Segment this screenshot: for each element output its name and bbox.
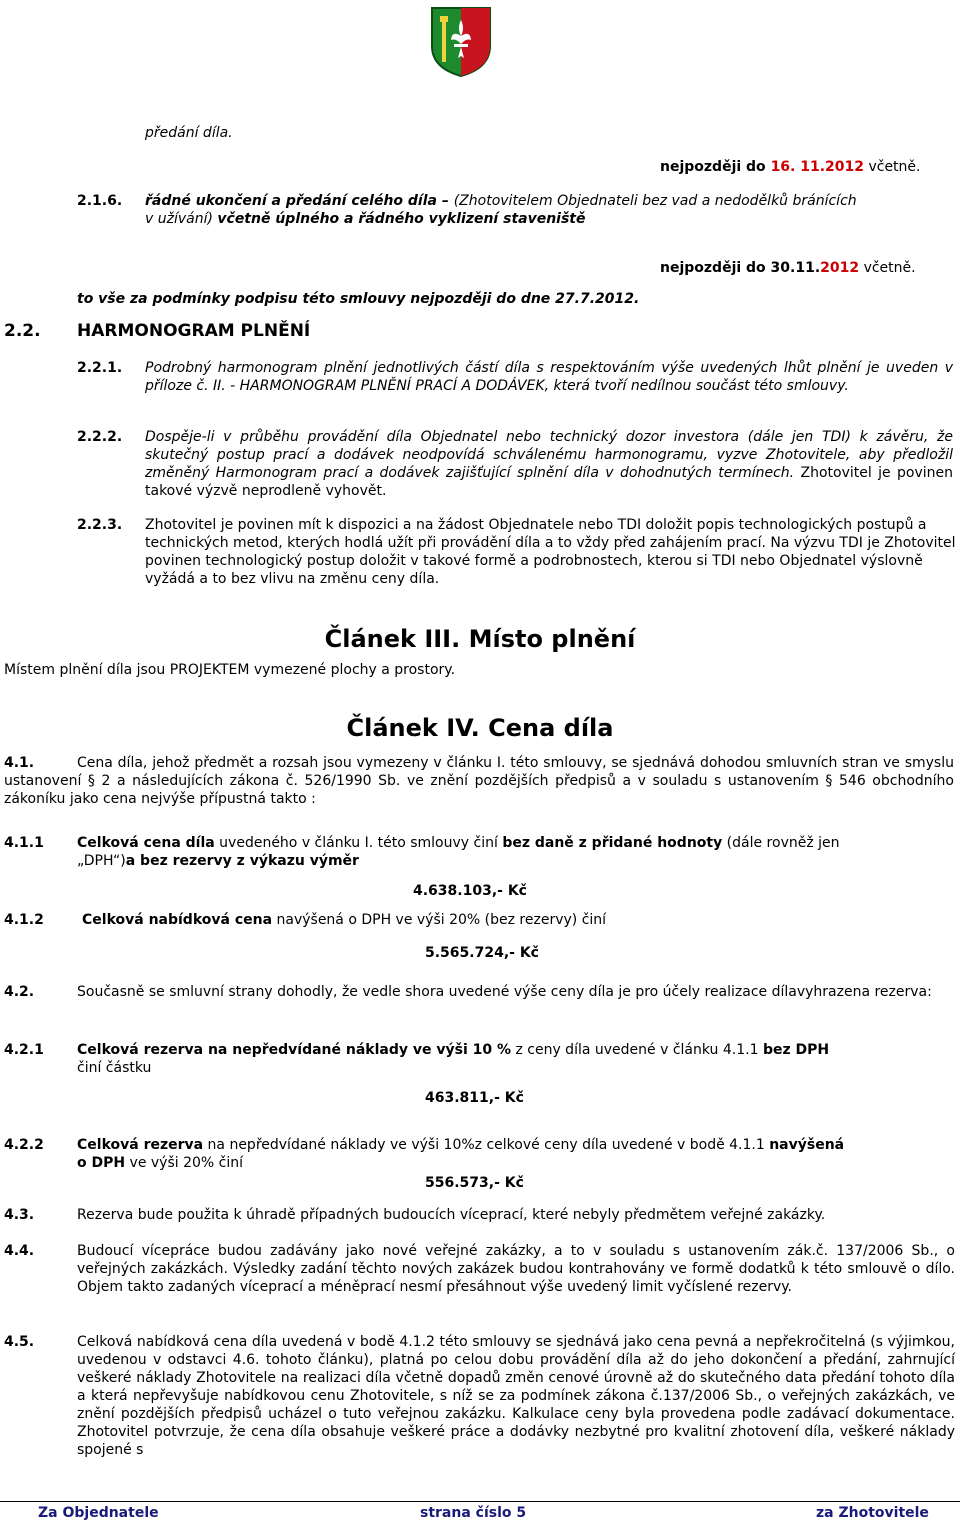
amount-reserve-with-vat: 556.573,- Kč [425,1175,524,1191]
p43-text: Rezerva bude použita k úhradě případných budoucích víceprací, které nebyly předmětem veřejné zakázky. [77,1207,826,1223]
p43-number: 4.3. [4,1207,35,1223]
p42-text: Současně se smluvní strany dohodly, že vedle shora uvedené výše ceny díla je pro účely realizace dílavyhrazena rezerva: [77,984,932,1000]
article-3-text: Místem plnění díla jsou PROJEKTEM vymezené plochy a prostory. [4,662,456,678]
amount-with-vat: 5.565.724,- Kč [425,945,539,961]
handover-text: předání díla. [145,125,233,141]
footer-page-number: strana číslo 5 [420,1505,527,1521]
p411-text: Celková cena díla uvedeného v článku I. této smlouvy činí bez daně z přidané hodnoty (dále rovněž jen „DPH“)a bez rezervy z výkazu výměr [77,835,840,869]
p421-number: 4.2.1 [4,1042,44,1058]
p421-text: Celková rezerva na nepředvídané náklady ve výši 10 % z ceny díla uvedené v článku 4.1.1 bez DPH činí částku [77,1042,830,1076]
p41-number: 4.1. [4,755,35,771]
deadline-2: nejpozději do 30.11.2012 včetně. [660,260,916,276]
p222-number: 2.2.2. [77,429,123,445]
footer-contractor: za Zhotovitele [816,1505,929,1521]
p44-number: 4.4. [4,1243,35,1259]
p45-number: 4.5. [4,1334,35,1350]
p422-text: Celková rezerva na nepředvídané náklady ve výši 10%z celkové ceny díla uvedené v bodě 4.1.1 navýšená o DPH ve výši 20% činí [77,1137,845,1171]
deadline-1: nejpozději do 16. 11.2012 včetně. [660,159,921,175]
p45-text: Celková nabídková cena díla uvedená v bodě 4.1.2 této smlouvy se sjednává jako cena pevná a nepřekročitelná (s výjimkou, uvedenou v odstavci 4.6. tohoto článku), platná po celou dobu provádění díla až do jeho dokončení a předání, zahrnující veškeré náklady Zhotovitele na realizaci díla včetně dopadů změn cenové úrovně až do skutečného data předání tohoto díla a která nepřevyšuje nabídkovou cenu Zhotovitele, s níž se za podmínek zákona č.137/2006 Sb., o veřejných zakázkách, ve znění pozdějších předpisů ucházel o tuto veřejnou zakázku. Kalkulace ceny byla provedena podle zadávací dokumentace. Zhotovitel potvrzuje, že cena díla obsahuje veškeré práce a dodávky nezbytné pro kvalitní zhotovení díla, veškeré náklady spojené s [77,1334,955,1458]
amount-reserve: 463.811,- Kč [425,1090,524,1106]
p41-text: Cena díla, jehož předmět a rozsah jsou vymezeny v článku I. této smlouvy, se sjednává dohodou smluvních stran ve smyslu ustanovení § 2 a následujících zákona č. 526/1990 Sb. ve znění pozdějších předpisů a v souladu s ustanovením § 546 obchodního zákoníku jako cena nejvýše přípustná takto : [4,755,954,807]
p412-text: Celková nabídková cena navýšená o DPH ve výši 20% (bez rezervy) činí [82,912,607,928]
page-footer [0,1501,960,1527]
amount-without-vat: 4.638.103,- Kč [413,883,527,899]
signing-condition: to vše za podmínky podpisu této smlouvy nejpozději do dne 27.7.2012. [77,291,640,307]
municipal-crest-icon [430,6,492,78]
item-216-text: řádné ukončení a předání celého díla – (Zhotovitelem Objednateli bez vad a nedodělků bránících v užívání) včetně úplného a řádného vyklizení staveniště [145,193,857,227]
article-4-heading: Článek IV. Cena díla [346,714,614,742]
p42-number: 4.2. [4,984,35,1000]
p222-text: Dospěje-li v průběhu provádění díla Objednatel nebo technický dozor investora (dále jen TDI) k závěru, že skutečný postup prací a dodávek neodpovídá schválenému harmonogramu, vyzve Zhotovitele, aby předložil změněný Harmonogram prací a dodávek zajišťující splnění díla v dohodnutých termínech. Zhotovitel je povinen takové výzvě neprodleně vyhovět. [145,429,954,499]
p422-number: 4.2.2 [4,1137,44,1153]
section-title-harmonogram: HARMONOGRAM PLNĚNÍ [77,321,311,341]
p411-number: 4.1.1 [4,835,44,851]
section-number-2-2: 2.2. [4,321,41,341]
p223-number: 2.2.3. [77,517,123,533]
p221-number: 2.2.1. [77,360,123,376]
p44-text: Budoucí vícepráce budou zadávány jako nové veřejné zakázky, a to v souladu s ustanovením zák.č. 137/2006 Sb., o veřejných zakázkách. Výsledky zadání těchto nových zakázek budou kontrahovány ve formě dodatků k této smlouvě o dílo. Objem takto zadaných víceprací a méněprací nesmí přesáhnout výše uvedený limit vyčíslené rezervy. [77,1243,955,1295]
p221-text: Podrobný harmonogram plnění jednotlivých částí díla s respektováním výše uvedených lhůt plnění je uveden v příloze č. II. - HARMONOGRAM PLNĚNÍ PRACÍ A DODÁVEK, která tvoří nedílnou součást této smlouvy. [145,360,953,394]
p223-text: Zhotovitel je povinen mít k dispozici a na žádost Objednatele nebo TDI doložit popis technologických postupů a technických metod, kterých hodlá užít při provádění díla a to vždy před zahájením prací. Na výzvu TDI je Zhotovitel povinen technologický postup doložit v takové formě a podrobnostech, kterou si TDI nebo Objednatel výslovně vyžádá a to bez vlivu na změnu ceny díla. [145,517,956,587]
article-3-heading: Článek III. Místo plnění [324,625,636,653]
p412-number: 4.1.2 [4,912,44,928]
item-216-number: 2.1.6. [77,193,123,209]
footer-client: Za Objednatele [38,1505,159,1521]
